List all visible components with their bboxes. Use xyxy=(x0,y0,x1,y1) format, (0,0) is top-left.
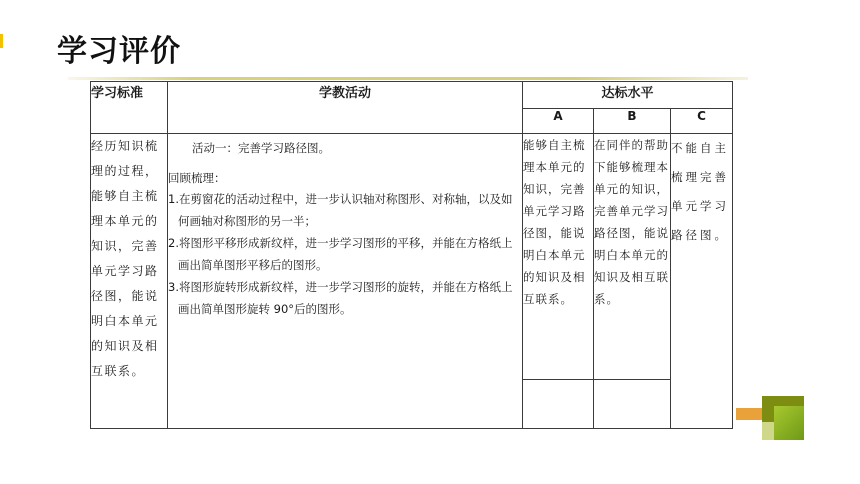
deco-block-olive-stem xyxy=(762,406,774,422)
empty-cell-b xyxy=(594,379,671,428)
header-level-a: A xyxy=(523,109,594,134)
activity-item: 1.在剪窗花的活动过程中，进一步认识轴对称图形、对称轴，以及如何画轴对称图形的另一半； xyxy=(168,192,513,228)
activity-intro: 回顾梳理： xyxy=(168,171,226,185)
page-title: 学习评价 xyxy=(57,34,181,69)
title-underline xyxy=(68,77,748,80)
standard-cell: 经历知识梳理的过程，能够自主梳理本单元的知识，完善单元学习路径图，能说明白本单元的知识及相互联系。 xyxy=(91,134,168,429)
activity-item: 2.将图形平移形成新纹样，进一步学习图形的平移，并能在方格纸上画出简单图形平移后的图形。 xyxy=(168,236,513,272)
header-activity: 学教活动 xyxy=(168,82,523,134)
header-level: 达标水平 xyxy=(523,82,733,109)
level-b-cell: 在同伴的帮助下能够梳理本单元的知识，完善单元学习路径图，能说明白本单元的知识及相互联系。 xyxy=(594,134,671,380)
level-c-cell: 不能自主梳理完善单元学习路径图。 xyxy=(671,134,733,429)
table-header-row xyxy=(91,82,733,109)
header-level-c: C xyxy=(671,109,733,134)
deco-block-orange xyxy=(736,408,762,420)
activity-item: 3.将图形旋转形成新纹样，进一步学习图形的旋转，并能在方格纸上画出简单图形旋转 90°后的图形。 xyxy=(168,280,513,316)
activity-cell xyxy=(168,134,523,429)
table-row xyxy=(91,134,733,380)
deco-block-light xyxy=(762,422,774,440)
header-standard: 学习标准 xyxy=(91,82,168,134)
level-a-cell: 能够自主梳理本单元的知识，完善单元学习路径图，能说明白本单元的知识及相互联系。 xyxy=(523,134,594,380)
deco-block-olive xyxy=(762,396,804,406)
empty-cell-a xyxy=(523,379,594,428)
activity-title: 活动一：完善学习路径图。 xyxy=(192,141,330,155)
deco-block-green xyxy=(774,406,804,440)
corner-decoration xyxy=(736,396,804,446)
evaluation-table xyxy=(90,81,733,429)
header-level-b: B xyxy=(594,109,671,134)
accent-tick xyxy=(0,34,3,48)
